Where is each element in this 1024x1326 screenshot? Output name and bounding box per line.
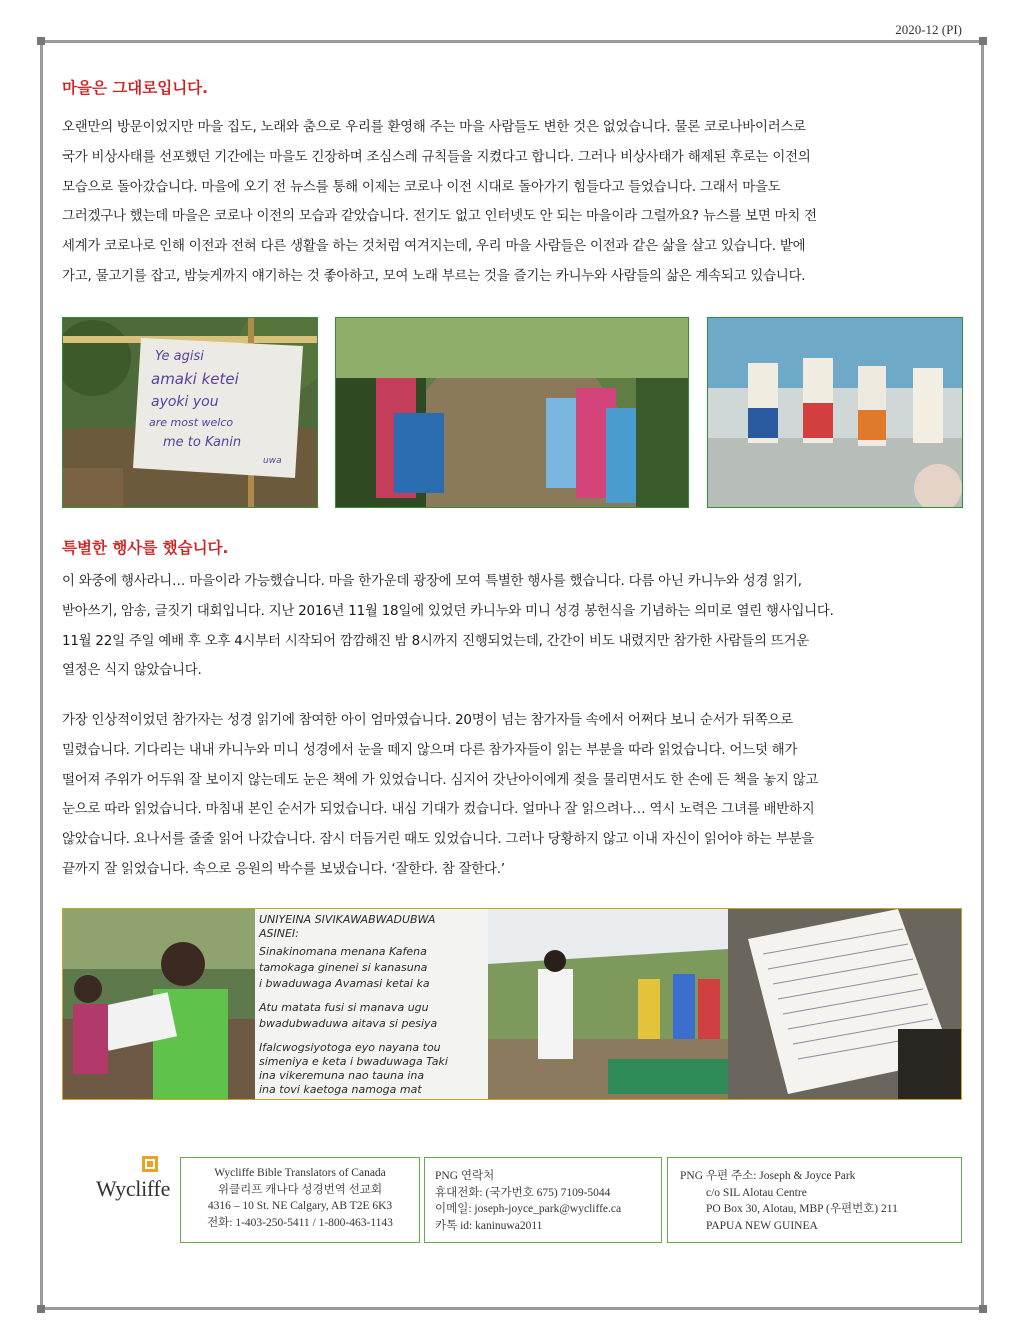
text-line: 눈으로 따라 읽었습니다. 마침내 본인 순서가 되었습니다. 내심 기대가 컸습니다. 얼마나 잘 읽으려나… 역시 노력은 그녀를 배반하지 — [62, 802, 815, 818]
event-photo-strip — [62, 908, 962, 1100]
text-line: 세계가 코로나로 인해 이전과 전혀 다른 생활을 하는 것처럼 여겨지는데, 우리 마을 사람들은 이전과 같은 삶을 살고 있습니다. 밭에 — [62, 239, 806, 255]
banner-line: ayoki you — [151, 394, 219, 410]
section1-heading: 마을은 그대로입니다. — [62, 79, 209, 97]
section1-paragraph — [62, 113, 962, 292]
text-line: 국가 비상사태를 선포했던 기간에는 마을도 긴장하며 조심스레 규칙들을 지켰다고 합니다. 그러나 비상사태가 해제된 후로는 이전의 — [62, 149, 811, 165]
box-line: PO Box 30, Alotau, MBP (우편번호) 211 — [706, 1203, 898, 1215]
section2-paragraph-2 — [62, 706, 962, 885]
text-line: 받아쓰기, 암송, 글짓기 대회입니다. 지난 2016년 11월 18일에 있었던 카니누와 미니 성경 봉헌식을 기념하는 의미로 열린 행사입니다. — [62, 603, 834, 619]
section2-heading: 특별한 행사를 했습니다. — [62, 539, 229, 557]
png-mailing-address-box — [667, 1157, 962, 1243]
handwritten-dictation-photo — [255, 909, 488, 1099]
written-essay-photo — [728, 909, 961, 1099]
png-contact-box — [424, 1157, 662, 1243]
handwriting-line: ASINEI: — [259, 927, 299, 940]
box-line: c/o SIL Alotau Centre — [706, 1186, 807, 1199]
handwriting-line: simeniya e keta i bwaduwaga Taki — [259, 1055, 448, 1068]
handwriting-line: ina tovi kaetoga namoga mat — [259, 1083, 422, 1096]
box-line: PNG 우편 주소: Joseph & Joyce Park — [680, 1170, 856, 1182]
handwriting-line: Sinakinomana menana Kafena — [259, 945, 427, 958]
box-line: Wycliffe Bible Translators of Canada — [214, 1167, 386, 1179]
text-line: 모습으로 돌아갔습니다. 마을에 오기 전 뉴스를 통해 이제는 코로나 이전 시대로 돌아가기 힘들다고 들었습니다. 그래서 마을도 — [62, 179, 781, 195]
banner-line: uwa — [263, 456, 282, 466]
box-line: 카톡 id: kaninuwa2011 — [435, 1219, 543, 1232]
text-line: 11월 22일 주일 예배 후 오후 4시부터 시작되어 깜깜해진 밤 8시까지 진행되었는데, 간간이 비도 내렸지만 참가한 사람들의 뜨거운 — [62, 633, 809, 649]
text-line: 열정은 식지 않았습니다. — [62, 663, 202, 679]
handwriting-line: UNIYEINA SIVIKAWABWADUBWA — [259, 913, 436, 926]
banner-line: me to Kanin — [163, 435, 242, 450]
handwriting-line: Atu matata fusi si manava ugu — [259, 1001, 429, 1014]
logo-mark-icon — [142, 1156, 158, 1172]
box-line: PAPUA NEW GUINEA — [706, 1219, 818, 1232]
organization-info-box — [180, 1157, 420, 1243]
welcome-banner-photo — [62, 317, 318, 508]
text-line: 가고, 물고기를 잡고, 밤늦게까지 얘기하는 것 좋아하고, 모여 노래 부르는 것을 즐기는 카니누와 사람들의 삶은 계속되고 있습니다. — [62, 268, 806, 284]
box-line: 4316 – 10 St. NE Calgary, AB T2E 6K3 — [207, 1200, 393, 1212]
handwriting-line: ina vikeremuna nao tauna ina — [259, 1069, 425, 1082]
box-line: 위클리프 캐나다 성경번역 선교회 — [217, 1183, 383, 1196]
wycliffe-logo — [92, 1156, 180, 1206]
judges-table-photo — [488, 909, 728, 1099]
text-line: 가장 인상적이었던 참가자는 성경 읽기에 참여한 아이 엄마였습니다. 20명이 넘는 참가자들 속에서 어쩌다 보니 순서가 뒤쪽으로 — [62, 713, 794, 728]
text-line: 않았습니다. 요나서를 줄줄 읽어 나갔습니다. 잠시 더듬거린 때도 있었습니다. 그러나 당황하지 않고 이내 자신이 읽어야 하는 부분을 — [62, 832, 815, 848]
handwriting-line: tamokaga ginenei si kanasuna — [259, 961, 428, 974]
reader-photo — [63, 909, 255, 1099]
box-line: 휴대전화: (국가번호 675) 7109-5044 — [435, 1186, 611, 1199]
page-code: 2020-12 (PI) — [895, 22, 962, 37]
box-line: 전화: 1-403-250-5411 / 1-800-463-1143 — [207, 1216, 393, 1229]
text-line: 그러겠구나 했는데 마을은 코로나 이전의 모습과 같았습니다. 전기도 없고 인터넷도 안 되는 마을이라 그럴까요? 뉴스를 보면 마치 전 — [62, 209, 817, 225]
village-welcome-photo — [335, 317, 689, 508]
box-line: PNG 연락처 — [435, 1170, 495, 1182]
text-line: 끝까지 잘 읽었습니다. 속으로 응원의 박수를 보냈습니다. ‘잘한다. 참 잘한다.’ — [62, 861, 505, 877]
handwriting-line: i bwaduwaga Avamasi ketai ka — [259, 977, 430, 990]
logo-wordmark: Wycliffe — [96, 1176, 171, 1201]
section2-paragraph-1 — [62, 567, 962, 686]
text-line: 떨어져 주위가 어두워 잘 보이지 않는데도 눈은 책에 가 있었습니다. 심지어 갓난아이에게 젖을 물리면서도 한 손에 든 책을 놓지 않고 — [62, 772, 819, 788]
handwriting-line: Ifalcwogsiyotoga eyo nayana tou — [259, 1041, 441, 1054]
banner-line: Ye agisi — [155, 349, 204, 364]
dancing-photo — [707, 317, 963, 508]
handwriting-line: bwadubwaduwa aitava si pesiya — [259, 1017, 438, 1030]
text-line: 밀렸습니다. 기다리는 내내 카니누와 미니 성경에서 눈을 떼지 않으며 다른 참가자들이 읽는 부분을 따라 읽었습니다. 어느덧 해가 — [62, 742, 798, 758]
text-line: 이 와중에 행사라니… 마을이라 가능했습니다. 마을 한가운데 광장에 모여 특별한 행사를 했습니다. 다름 아닌 카니누와 성경 읽기, — [62, 574, 802, 589]
box-line: 이메일: joseph-joyce_park@wycliffe.ca — [435, 1203, 622, 1215]
text-line: 오랜만의 방문이었지만 마을 집도, 노래와 춤으로 우리를 환영해 주는 마을 사람들도 변한 것은 없었습니다. 물론 코로나바이러스로 — [62, 120, 806, 135]
banner-line: are most welco — [149, 416, 234, 429]
banner-line: amaki ketei — [151, 370, 239, 388]
